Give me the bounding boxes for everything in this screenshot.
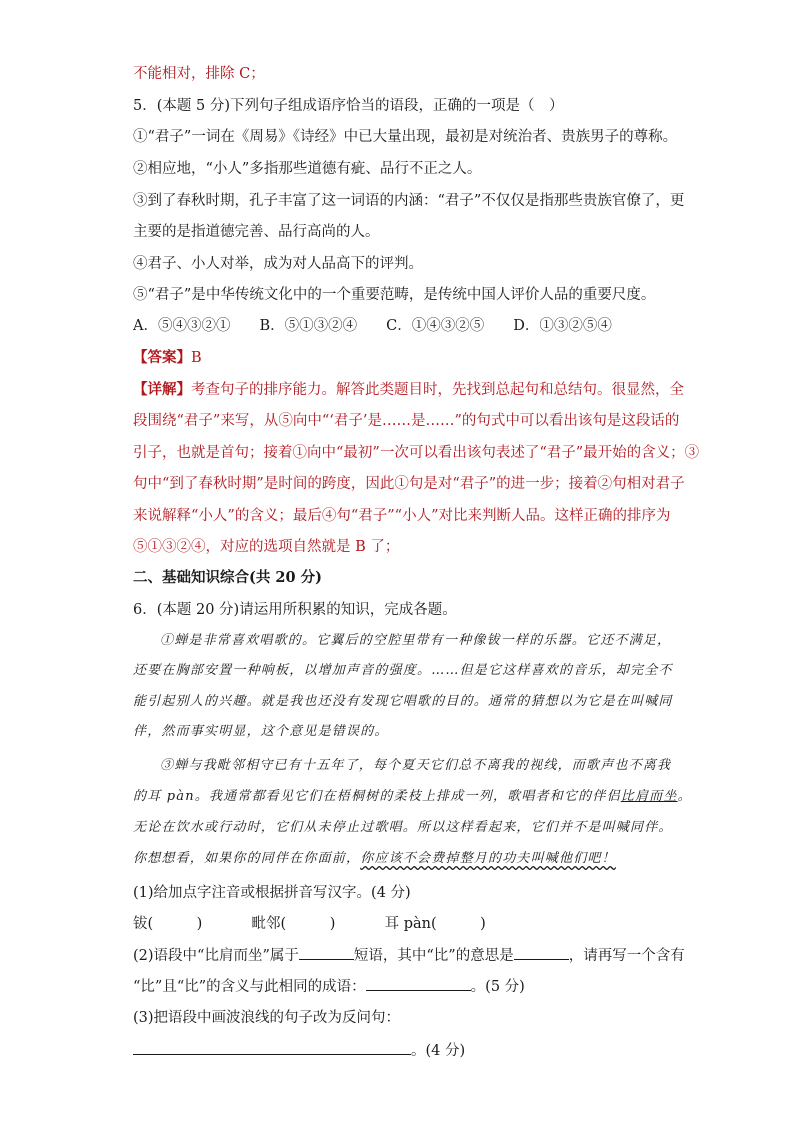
- detail-label: 【详解】: [133, 381, 191, 398]
- sentence-3-line-2: 主要的是指道德完善、品行高尚的人。: [133, 224, 380, 240]
- prev-answer-tail: 不能相对，排除 C；: [133, 66, 265, 82]
- detail-line-3: 引子，也就是首句；接着①向中“最初”一次可以看出该句表述了“君子”最开始的含义；③: [133, 445, 700, 461]
- sentence-4: ④君子、小人对举，成为对人品高下的评判。: [133, 256, 423, 272]
- detail-line-5: 来说解释“小人”的含义；最后④句“君子”“小人”对比来判断人品。这样正确的排序为: [133, 508, 671, 524]
- detail-line-6: ⑤①③②④，对应的选项自然就是 B 了；: [133, 539, 400, 555]
- passage-para-2-line-1: ③蝉与我毗邻相守已有十五年了，每个夏天它们总不离我的视线，而歌声也不离我: [160, 758, 672, 773]
- subquestion-1: (1)给加点字注音或根据拼音写汉字。(4 分): [133, 885, 411, 901]
- passage-para-2-line-2: [133, 787, 692, 807]
- subquestion-2-text-c: ，请再写一个含有: [568, 948, 685, 964]
- pinyin-blank-1[interactable]: 钹( ): [133, 916, 203, 932]
- answer-blank-rhetorical[interactable]: [133, 1040, 411, 1055]
- passage-para-1-line-3: 能引起别人的兴趣。就是我也还没有发现它唱歌的目的。通常的猜想以为它是在叫喊同: [133, 694, 673, 709]
- passage-para-1-line-2: 还要在胸部安置一种响板，以增加声音的强度。……但是它这样喜欢的音乐，却完全不: [133, 663, 673, 678]
- subquestion-2-text-d: “比”且“比”的含义与此相同的成语：: [133, 979, 366, 995]
- subquestion-3-answer-line: [133, 1040, 465, 1061]
- sentence-5: ⑤“君子”是中华传统文化中的一个重要范畴，是传统中国人评价人品的重要尺度。: [133, 287, 656, 303]
- pinyin-blank-2[interactable]: 毗邻( ): [251, 916, 336, 932]
- sentence-3-line-1: ③到了春秋时期，孔子丰富了这一词语的内涵：“君子”不仅仅是指那些贵族官僚了，更: [133, 193, 685, 209]
- subquestion-2-text-e: 。(5 分): [470, 979, 525, 995]
- passage-text-end: 。: [677, 789, 692, 804]
- section-2-heading: 二、基础知识综合(共 20 分): [133, 569, 322, 586]
- detail-line-1: [133, 380, 684, 400]
- subquestion-3-score: 。(4 分): [411, 1043, 466, 1059]
- subquestion-3: (3)把语段中画波浪线的句子改为反问句：: [133, 1010, 401, 1026]
- answer-blank-bi-meaning[interactable]: [514, 945, 569, 960]
- detail-line-4: 句中“到了春秋时期”是时间的跨度，因此①句是对“君子”的进一步；接着②句相对君子: [133, 476, 685, 492]
- wavy-underlined-sentence: 你应该不会费掉整月的功夫叫喊他们吧！: [360, 851, 616, 866]
- subquestion-2-line-1: [133, 945, 685, 966]
- answer-line: [133, 348, 202, 368]
- underlined-phrase: 比肩而坐: [620, 789, 678, 804]
- answer-blank-phrase-type[interactable]: [299, 945, 354, 960]
- answer-blank-idiom[interactable]: [366, 976, 471, 991]
- answer-options: A．⑤④③②① B．⑤①③②④ C．①④③②⑤ D．①③②⑤④: [133, 318, 612, 334]
- hanzi-blank-3[interactable]: 耳 pàn( ): [384, 916, 486, 932]
- passage-text: 你想想看，如果你的同伴在你面前，: [133, 851, 361, 866]
- subquestion-2-line-2: [133, 976, 525, 997]
- detail-line-2: 段围绕“君子”来写，从⑤向中“‘君子’是……是……”的句式中可以看出该句是这段话的: [133, 413, 680, 429]
- answer-value: B: [191, 350, 202, 366]
- passage-text: 的耳 pàn。我通常都看见它们在梧桐树的柔枝上排成一列，歌唱者和它的伴侣: [133, 789, 621, 804]
- sentence-1: ①“君子”一词在《周易》《诗经》中已大量出现，最初是对统治者、贵族男子的尊称。: [133, 129, 678, 145]
- question-5-stem: 5．(本题 5 分)下列句子组成语序恰当的语段，正确的一项是（ ）: [133, 98, 564, 114]
- passage-para-2-line-3: 无论在饮水或行动时，它们从未停止过歌唱。所以这样看起来，它们并不是叫喊同伴。: [133, 820, 673, 835]
- question-6-stem: 6．(本题 20 分)请运用所积累的知识，完成各题。: [133, 602, 457, 618]
- answer-label: 【答案】: [133, 349, 191, 366]
- subquestion-2-text-b: 短语，其中“比”的意思是: [353, 948, 514, 964]
- subquestion-1-items: [133, 914, 486, 934]
- passage-para-2-line-4: [133, 849, 616, 869]
- subquestion-2-text-a: (2)语段中“比肩而坐”属于: [133, 948, 299, 964]
- detail-text-1: 考查句子的排序能力。解答此类题目时，先找到总起句和总结句。很显然，全: [191, 382, 684, 398]
- passage-para-1-line-4: 伴，然而事实明显，这个意见是错误的。: [133, 724, 389, 739]
- passage-para-1-line-1: ①蝉是非常喜欢唱歌的。它翼后的空腔里带有一种像钹一样的乐器。它还不满足，: [160, 633, 672, 648]
- sentence-2: ②相应地，“小人”多指那些道德有疵、品行不正之人。: [133, 161, 482, 177]
